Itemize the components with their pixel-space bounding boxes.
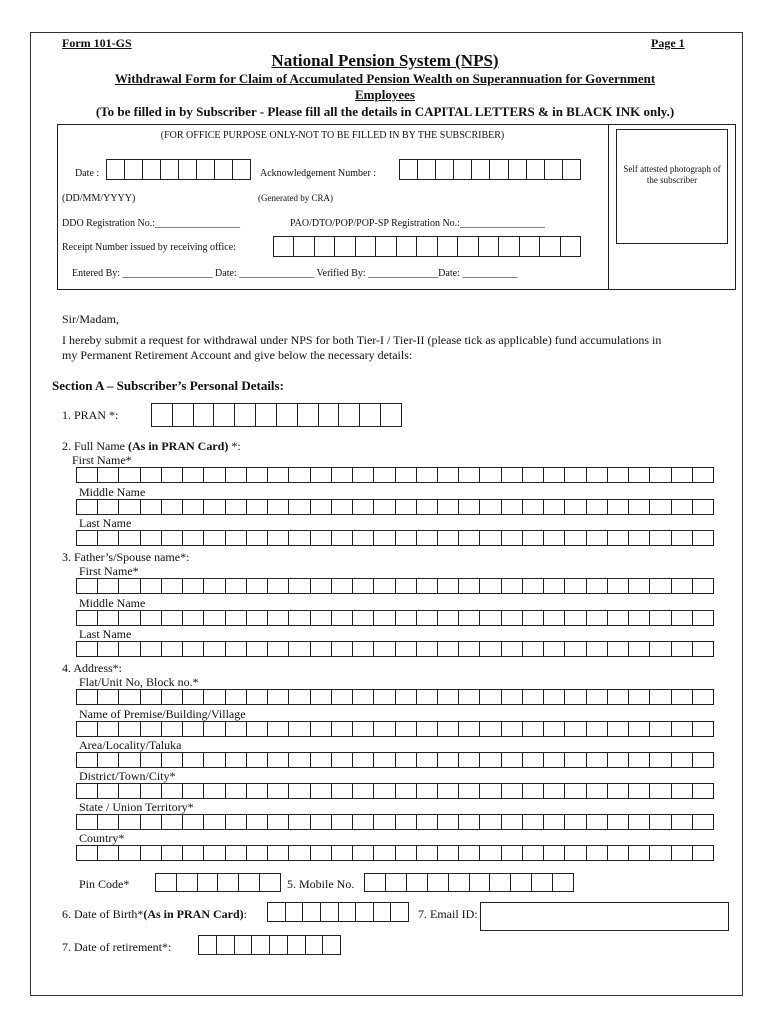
district-boxes[interactable]: [76, 783, 714, 799]
subscriber-middle-name-boxes[interactable]: [76, 499, 714, 515]
father-last-name-label: Last Name: [79, 627, 132, 641]
section-a-title: Section A – Subscriber’s Personal Details:: [52, 378, 284, 393]
subscriber-last-name-label: Last Name: [79, 516, 132, 530]
premise-boxes[interactable]: [76, 721, 714, 737]
subscriber-middle-name-label: Middle Name: [79, 485, 146, 499]
father-middle-name-boxes[interactable]: [76, 610, 714, 626]
dob-suffix: :: [243, 907, 248, 921]
office-date-format: (DD/MM/YYYY): [62, 193, 136, 204]
request-text-line1: I hereby submit a request for withdrawal under NPS for both Tier-I / Tier-II (please tick as applicable) fund accumulations in: [62, 333, 662, 347]
pran-boxes[interactable]: [151, 403, 402, 427]
father-first-name-label: First Name*: [79, 564, 139, 578]
form-subtitle-line2: Employees: [355, 87, 415, 102]
father-middle-name-label: Middle Name: [79, 596, 146, 610]
flat-label: Flat/Unit No, Block no.*: [79, 675, 199, 689]
email-label: 7. Email ID:: [418, 907, 478, 921]
father-last-name-boxes[interactable]: [76, 641, 714, 657]
email-input[interactable]: [480, 902, 729, 931]
pin-code-label: Pin Code*: [79, 877, 130, 891]
pao-registration-label: PAO/DTO/POP/POP-SP Registration No.:_________________: [290, 218, 545, 229]
full-name-suffix: *:: [228, 439, 241, 453]
subscriber-first-name-label: First Name*: [72, 453, 132, 467]
flat-boxes[interactable]: [76, 689, 714, 705]
full-name-label: [62, 439, 241, 454]
office-photo-divider: [608, 124, 609, 290]
dob-pran-note: (As in PRAN Card): [143, 907, 244, 921]
ack-number-note: (Generated by CRA): [258, 193, 333, 203]
form-number: Form 101-GS: [62, 36, 132, 50]
ack-number-label: Acknowledgement Number :: [260, 168, 377, 179]
pin-code-boxes[interactable]: [155, 873, 281, 892]
dob-prefix: 6. Date of Birth*: [62, 907, 144, 921]
request-text-line2: my Permanent Retirement Account and give below the necessary details:: [62, 348, 413, 362]
photo-box: [616, 129, 728, 244]
photo-text: Self attested photograph of the subscriber: [623, 164, 721, 185]
pran-label: 1. PRAN *:: [62, 408, 119, 422]
form-instruction: (To be filled in by Subscriber - Please fill all the details in CAPITAL LETTERS & in BLACK INK only.): [95, 104, 675, 119]
receipt-number-boxes[interactable]: [273, 236, 581, 257]
premise-label: Name of Premise/Building/Village: [79, 707, 246, 721]
state-label: State / Union Territory*: [79, 800, 194, 814]
ddo-registration-label: DDO Registration No.:_________________: [62, 218, 241, 229]
subscriber-last-name-boxes[interactable]: [76, 530, 714, 546]
full-name-prefix: 2. Full Name: [62, 439, 128, 453]
area-label: Area/Locality/Taluka: [79, 738, 182, 752]
retirement-date-boxes[interactable]: [198, 935, 341, 955]
country-boxes[interactable]: [76, 845, 714, 861]
mobile-label: 5. Mobile No.: [287, 877, 355, 891]
salutation: Sir/Madam,: [62, 312, 119, 326]
office-heading: (FOR OFFICE PURPOSE ONLY-NOT TO BE FILLED IN BY THE SUBSCRIBER): [160, 130, 505, 141]
father-spouse-label: 3. Father’s/Spouse name*:: [62, 550, 190, 564]
state-boxes[interactable]: [76, 814, 714, 830]
country-label: Country*: [79, 831, 125, 845]
page-number: Page 1: [651, 36, 685, 50]
area-boxes[interactable]: [76, 752, 714, 768]
address-label: 4. Address*:: [62, 661, 122, 675]
ack-number-boxes[interactable]: [399, 159, 581, 180]
form-subtitle-line1: Withdrawal Form for Claim of Accumulated Pension Wealth on Superannuation for Government: [114, 71, 656, 86]
father-first-name-boxes[interactable]: [76, 578, 714, 594]
office-date-label: Date :: [75, 168, 100, 179]
mobile-boxes[interactable]: [364, 873, 574, 892]
dob-boxes[interactable]: [267, 902, 409, 922]
retirement-date-label: 7. Date of retirement*:: [62, 940, 172, 954]
dob-label: [62, 907, 247, 922]
receipt-number-label: Receipt Number issued by receiving office:: [62, 242, 236, 253]
form-title: National Pension System (NPS): [271, 51, 499, 70]
district-label: District/Town/City*: [79, 769, 176, 783]
entered-verified-line: Entered By: __________________ Date: _______________ Verified By: ______________Date: ___________: [72, 268, 518, 279]
office-date-boxes[interactable]: [106, 159, 251, 180]
full-name-pran-note: (As in PRAN Card): [128, 439, 229, 453]
subscriber-first-name-boxes[interactable]: [76, 467, 714, 483]
